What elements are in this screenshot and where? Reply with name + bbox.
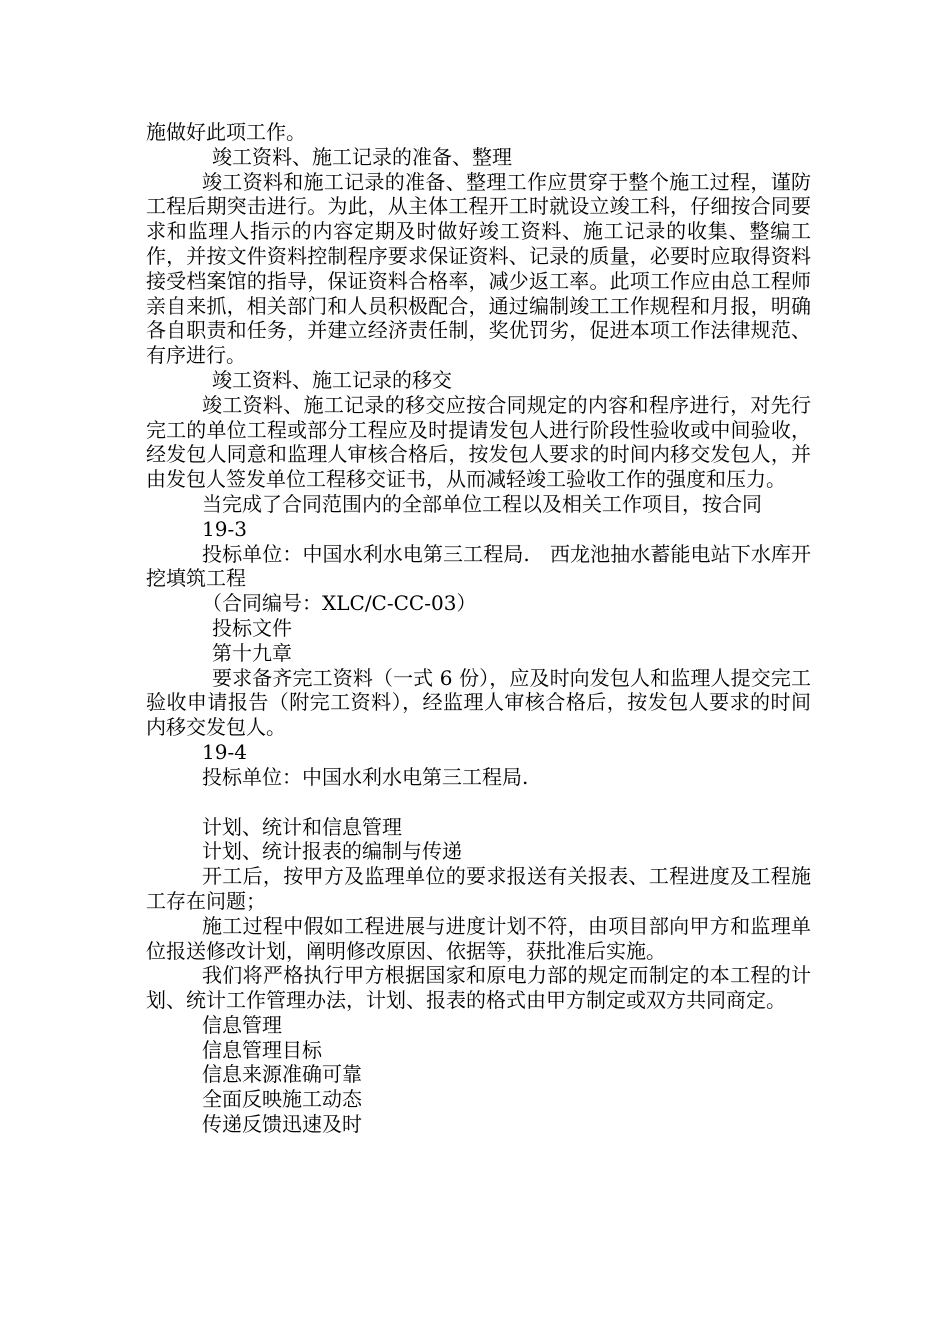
document-body xyxy=(146,120,811,1137)
paragraph: 施做好此项工作。 xyxy=(146,120,306,144)
bidder-line: 投标单位：中国水利水电第三工程局. 西龙池抽水蓄能电站下水库开挖填筑工程 xyxy=(146,541,811,591)
section-heading: 竣工资料、施工记录的准备、整理 xyxy=(212,144,512,169)
section-heading: 信息管理 xyxy=(202,1012,282,1037)
bidder-line: 投标单位：中国水利水电第三工程局. xyxy=(202,764,529,789)
paragraph: 当完成了合同范围内的全部单位工程以及相关工作项目，按合同 xyxy=(202,491,762,516)
list-item: 全面反映施工动态 xyxy=(202,1087,362,1112)
paragraph: 我们将严格执行甲方根据国家和原电力部的规定而制定的本工程的计划、统计工作管理办法，计划、报表的格式由甲方制定或双方共同商定。 xyxy=(146,963,811,1013)
document-label: 投标文件 xyxy=(212,615,292,640)
section-heading: 计划、统计和信息管理 xyxy=(202,814,402,839)
list-item: 信息来源准确可靠 xyxy=(202,1062,362,1087)
paragraph: 施工过程中假如工程进展与进度计划不符，由项目部向甲方和监理单位报送修改计划，阐明修改原因、依据等，获批准后实施。 xyxy=(146,913,811,963)
paragraph: 开工后，按甲方及监理单位的要求报送有关报表、工程进度及工程施工存在问题； xyxy=(146,864,811,913)
list-item: 传递反馈迅速及时 xyxy=(202,1112,362,1137)
page-number: 19-3 xyxy=(202,516,247,541)
page-number: 19-4 xyxy=(202,739,247,764)
paragraph: 要求备齐完工资料（一式 6 份），应及时向发包人和监理人提交完工验收申请报告（附完工资料），经监理人审核合格后，按发包人要求的时间内移交发包人。 xyxy=(146,665,811,740)
section-heading: 计划、统计报表的编制与传递 xyxy=(202,839,462,864)
blank-line xyxy=(146,790,811,815)
section-heading: 信息管理目标 xyxy=(202,1037,322,1062)
paragraph: 竣工资料和施工记录的准备、整理工作应贯穿于整个施工过程，谨防工程后期突击进行。为此，从主体工程开工时就设立竣工科，仔细按合同要求和监理人指示的内容定期及时做好竣工资料、施工记录的收集、整编工作，并按文件资料控制程序要求保证资料、记录的质量，必要时应取得资料接受档案馆的指导，保证资料合格率，减少返工率。此项工作应由总工程师亲自来抓，相关部门和人员积极配合，通过编制竣工工作规程和月报，明确各自职责和任务，并建立经济责任制，奖优罚劣，促进本项工作法律规范、有序进行。 xyxy=(146,169,811,368)
paragraph: 竣工资料、施工记录的移交应按合同规定的内容和程序进行，对先行完工的单位工程或部分工程应及时提请发包人进行阶段性验收或中间验收，经发包人同意和监理人审核合格后，按发包人要求的时间内移交发包人，并由发包人签发单位工程移交证书，从而减轻竣工验收工作的强度和压力。 xyxy=(146,392,811,492)
section-heading: 竣工资料、施工记录的移交 xyxy=(212,367,452,392)
contract-number: （合同编号：XLC/C-CC-03） xyxy=(202,591,477,616)
chapter-label: 第十九章 xyxy=(212,640,292,665)
